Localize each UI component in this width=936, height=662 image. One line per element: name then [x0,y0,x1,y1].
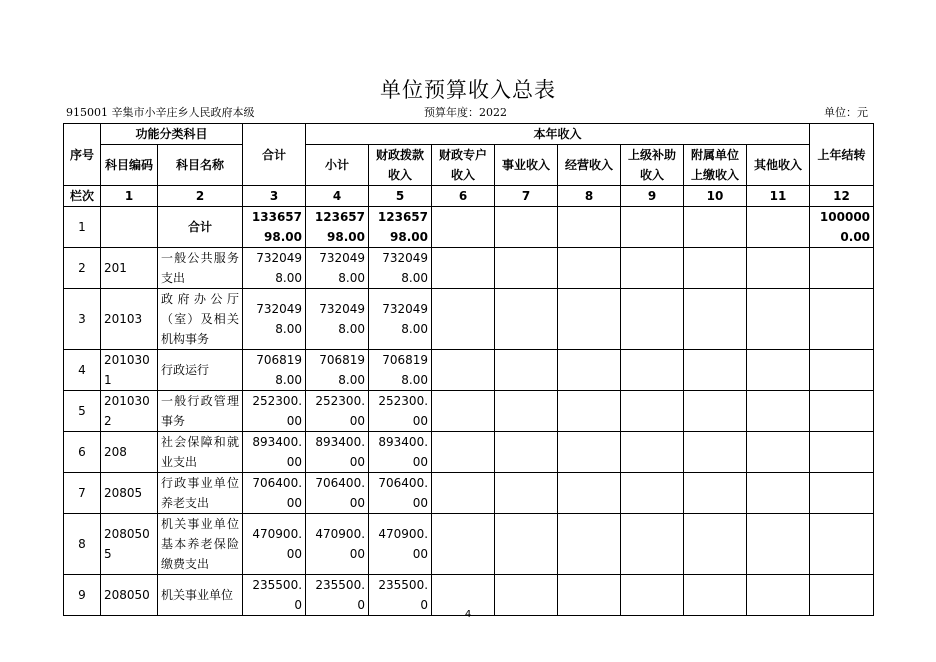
cell-empty [432,207,495,248]
unit-name: 915001 辛集市小辛庄乡人民政府本级 [66,106,255,119]
column-number: 11 [747,186,810,207]
column-number: 8 [558,186,621,207]
column-number: 10 [684,186,747,207]
cell-carryover: 1000000.00 [810,207,874,248]
cell-empty [495,207,558,248]
cell-subtotal: 12365798.00 [306,207,369,248]
cell-subtotal: 7068198.00 [306,350,369,391]
cell-empty [432,289,495,350]
column-number: 9 [621,186,684,207]
cell-empty [495,350,558,391]
cell-empty [495,432,558,473]
table-row [64,473,874,514]
cell-code [101,207,158,248]
header-subject-code: 科目编码 [101,145,158,186]
cell-fiscal: 235500.0 [369,575,432,616]
column-number: 2 [158,186,243,207]
cell-name: 一般行政管理事务 [158,391,243,432]
cell-empty [621,514,684,575]
cell-seq: 5 [64,391,101,432]
cell-empty [495,248,558,289]
cell-empty [747,432,810,473]
column-number: 7 [495,186,558,207]
cell-subtotal: 235500.0 [306,575,369,616]
cell-empty [747,248,810,289]
cell-empty [558,207,621,248]
cell-empty [558,514,621,575]
cell-empty [621,248,684,289]
cell-subtotal: 470900.00 [306,514,369,575]
table-row [64,289,874,350]
column-number: 4 [306,186,369,207]
table-row [64,207,874,248]
cell-seq: 6 [64,432,101,473]
header-subtotal: 小计 [306,145,369,186]
cell-empty [558,391,621,432]
cell-code: 20805 [101,473,158,514]
cell-seq: 3 [64,289,101,350]
cell-fiscal: 252300.00 [369,391,432,432]
cell-name: 政府办公厅（室）及相关机构事务 [158,289,243,350]
page-title: 单位预算收入总表 [380,78,556,102]
cell-fiscal: 706400.00 [369,473,432,514]
cell-carryover [810,289,874,350]
cell-name: 社会保障和就业支出 [158,432,243,473]
budget-income-table [63,123,874,616]
cell-fiscal: 470900.00 [369,514,432,575]
cell-empty [684,473,747,514]
column-number-label: 栏次 [64,186,101,207]
cell-name: 合计 [158,207,243,248]
header-function-category: 功能分类科目 [101,124,243,145]
cell-total: 7320498.00 [243,248,306,289]
cell-total: 470900.00 [243,514,306,575]
header-subject-name: 科目名称 [158,145,243,186]
cell-code: 208 [101,432,158,473]
cell-name: 行政运行 [158,350,243,391]
cell-subtotal: 7320498.00 [306,248,369,289]
header-other-income: 其他收入 [747,145,810,186]
table-row [64,391,874,432]
cell-carryover [810,432,874,473]
cell-empty [684,350,747,391]
cell-empty [684,432,747,473]
header-affiliated-turnover: 附属单位上缴收入 [684,145,747,186]
cell-empty [621,432,684,473]
table-row [64,350,874,391]
column-number: 5 [369,186,432,207]
column-number: 3 [243,186,306,207]
cell-carryover [810,391,874,432]
cell-empty [432,432,495,473]
currency-unit: 单位：元 [824,106,868,119]
cell-subtotal: 893400.00 [306,432,369,473]
cell-total: 7068198.00 [243,350,306,391]
header-business-income: 事业收入 [495,145,558,186]
cell-code: 20103 [101,289,158,350]
cell-fiscal: 7320498.00 [369,289,432,350]
header-fiscal-special: 财政专户收入 [432,145,495,186]
cell-total: 235500.0 [243,575,306,616]
cell-total: 13365798.00 [243,207,306,248]
header-fiscal-allocation: 财政拨款收入 [369,145,432,186]
column-number: 12 [810,186,874,207]
cell-empty [621,350,684,391]
cell-code: 208050 [101,575,158,616]
cell-empty [432,473,495,514]
cell-carryover [810,248,874,289]
cell-total: 252300.00 [243,391,306,432]
cell-fiscal: 12365798.00 [369,207,432,248]
cell-subtotal: 706400.00 [306,473,369,514]
header-current-year-income: 本年收入 [306,124,810,145]
cell-seq: 4 [64,350,101,391]
cell-empty [495,289,558,350]
cell-empty [747,350,810,391]
cell-name: 机关事业单位 [158,575,243,616]
cell-empty [684,207,747,248]
table-row [64,432,874,473]
cell-seq: 8 [64,514,101,575]
cell-empty [684,289,747,350]
cell-empty [432,391,495,432]
header-seq: 序号 [64,124,101,186]
cell-empty [558,432,621,473]
cell-total: 706400.00 [243,473,306,514]
table-row [64,514,874,575]
cell-empty [495,473,558,514]
cell-seq: 2 [64,248,101,289]
cell-fiscal: 7068198.00 [369,350,432,391]
cell-code: 2010301 [101,350,158,391]
cell-empty [558,350,621,391]
cell-empty [621,391,684,432]
cell-name: 机关事业单位基本养老保险缴费支出 [158,514,243,575]
column-number: 6 [432,186,495,207]
cell-code: 201 [101,248,158,289]
cell-carryover [810,350,874,391]
cell-empty [495,391,558,432]
header-prior-year-carryover: 上年结转 [810,124,874,186]
cell-empty [747,473,810,514]
header-total: 合计 [243,124,306,186]
cell-seq: 7 [64,473,101,514]
page-number: 4 [464,609,472,620]
cell-total: 7320498.00 [243,289,306,350]
cell-empty [621,473,684,514]
cell-code: 2010302 [101,391,158,432]
cell-empty [558,289,621,350]
cell-fiscal: 893400.00 [369,432,432,473]
cell-empty [747,391,810,432]
cell-subtotal: 7320498.00 [306,289,369,350]
cell-name: 一般公共服务支出 [158,248,243,289]
cell-empty [558,473,621,514]
cell-empty [558,248,621,289]
cell-empty [432,248,495,289]
cell-empty [684,514,747,575]
cell-carryover [810,473,874,514]
cell-empty [684,248,747,289]
cell-seq: 1 [64,207,101,248]
cell-carryover [810,514,874,575]
cell-fiscal: 7320498.00 [369,248,432,289]
table-row [64,248,874,289]
cell-seq: 9 [64,575,101,616]
header-superior-subsidy: 上级补助收入 [621,145,684,186]
cell-name: 行政事业单位养老支出 [158,473,243,514]
cell-subtotal: 252300.00 [306,391,369,432]
cell-empty [432,350,495,391]
cell-empty [747,514,810,575]
cell-empty [432,514,495,575]
header-operating-income: 经营收入 [558,145,621,186]
cell-empty [621,289,684,350]
cell-empty [495,514,558,575]
column-number: 1 [101,186,158,207]
cell-empty [747,207,810,248]
cell-code: 2080505 [101,514,158,575]
cell-empty [621,207,684,248]
cell-empty [747,289,810,350]
cell-empty [684,391,747,432]
cell-total: 893400.00 [243,432,306,473]
budget-year: 预算年度：2022 [424,106,507,119]
